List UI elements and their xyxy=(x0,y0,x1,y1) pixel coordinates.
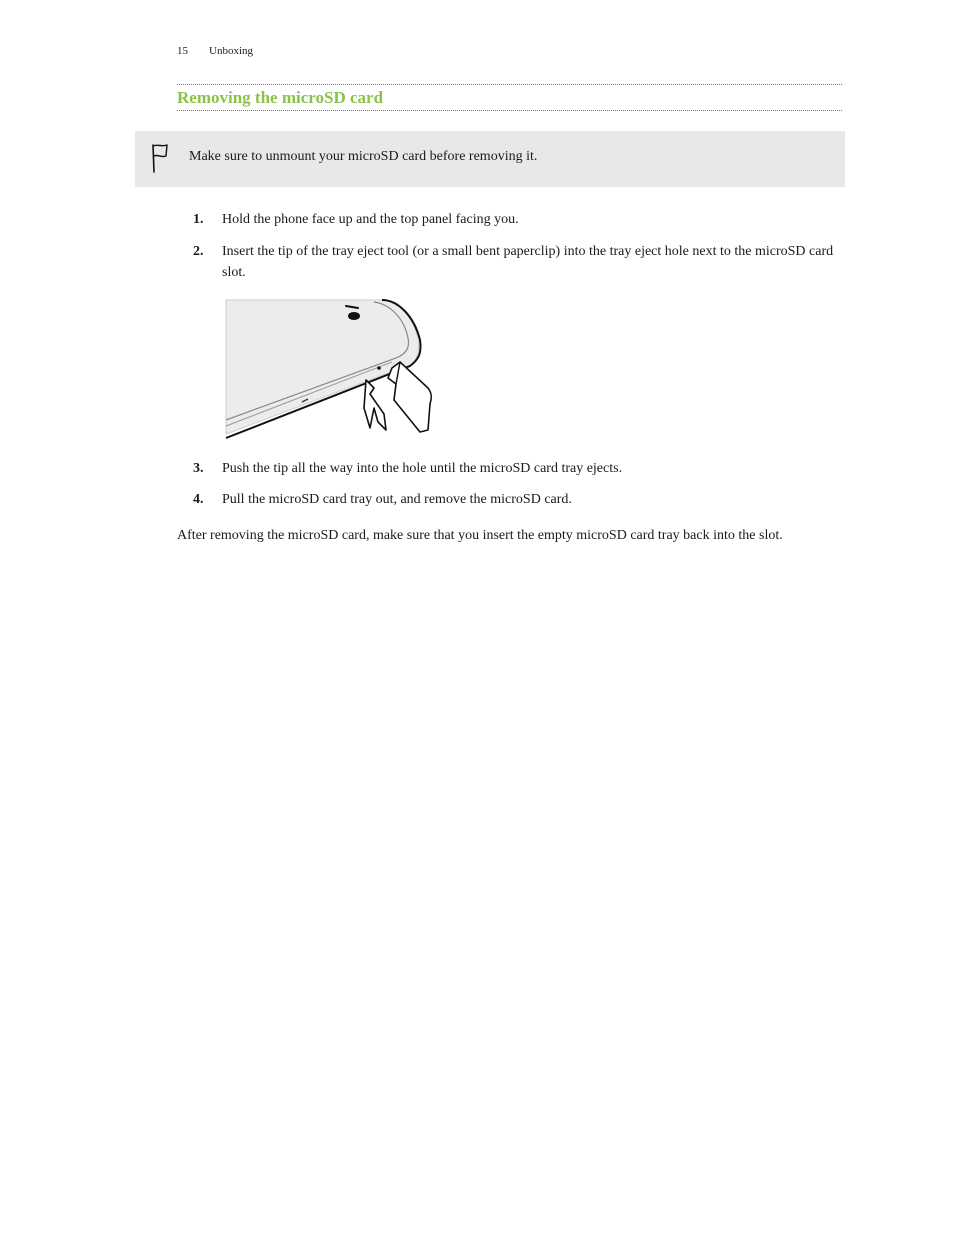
step-text: Hold the phone face up and the top panel facing you. xyxy=(222,212,519,227)
section-rule-bottom xyxy=(177,110,842,111)
step-text: Push the tip all the way into the hole until the microSD card tray ejects. xyxy=(222,461,623,476)
section-title: Removing the microSD card xyxy=(177,88,384,107)
section-rule-top xyxy=(177,84,842,85)
note-text: Make sure to unmount your microSD card before removing it. xyxy=(189,149,538,164)
step-number: 2. xyxy=(193,244,204,259)
step-number: 3. xyxy=(193,461,204,476)
eject-tool-illustration xyxy=(224,298,436,440)
page-number: 15 xyxy=(177,45,188,57)
step-number: 1. xyxy=(193,212,204,227)
step-text: Pull the microSD card tray out, and remove the microSD card. xyxy=(222,492,572,507)
page-header xyxy=(177,45,253,57)
step-number: 4. xyxy=(193,492,204,507)
note-box xyxy=(135,131,845,187)
flag-icon xyxy=(149,142,171,174)
chapter-title: Unboxing xyxy=(209,45,253,57)
step-text: Insert the tip of the tray eject tool (or a small bent paperclip) into the tray eject hole next to the microSD card slot. xyxy=(222,244,834,280)
body-paragraph: After removing the microSD card, make sure that you insert the empty microSD card tray back into the slot. xyxy=(177,528,783,543)
